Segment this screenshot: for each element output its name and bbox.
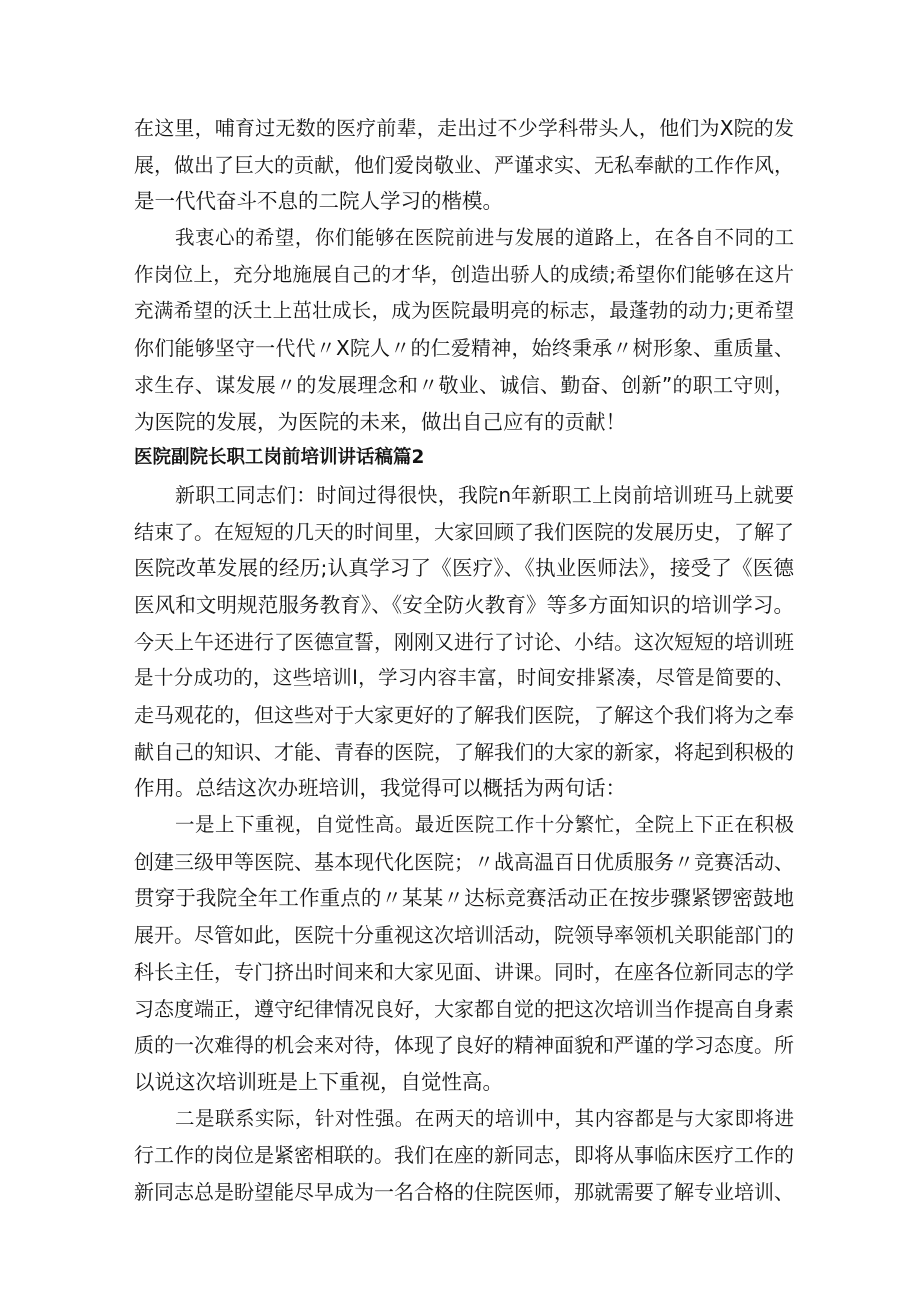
text-line: 行工作的岗位是紧密相联的。我们在座的新同志，即将从事临床医疗工作的 — [134, 1143, 794, 1168]
text-line: 作岗位上，充分地施展自己的才华，创造出骄人的成绩;希望你们能够在这片 — [134, 262, 794, 286]
text-line: 作用。总结这次办班培训，我觉得可以概括为两句话： — [134, 776, 626, 801]
text-line: 二是联系实际，针对性强。在两天的培训中，其内容都是与大家即将进 — [175, 1106, 794, 1130]
text-line: 是一代代奋斗不息的二院人学习的楷模。 — [134, 189, 503, 214]
text-line: 创建三级甲等医院、基本现代化医院；〃战高温百日优质服务〃竞赛活动、 — [134, 849, 794, 874]
paragraph-2 — [134, 220, 794, 440]
text-line: 医院改革发展的经历;认真学习了《医疗》、《执业医师法》，接受了《医德 — [134, 556, 794, 581]
text-line: 你们能够坚守一代代〃X院人〃的仁爱精神，始终秉承〃树形象、重质量、 — [134, 336, 794, 361]
text-line: 我衷心的希望，你们能够在医院前进与发展的道路上，在各自不同的工 — [175, 226, 794, 250]
paragraph-3 — [134, 477, 794, 807]
section-heading: 医院副院长职工岗前培训讲话稿篇2 — [134, 447, 425, 469]
text-line: 充满希望的沃土上茁壮成长，成为医院最明亮的标志，最蓬勃的动力;更希望 — [134, 299, 794, 323]
text-line: 新同志总是盼望能尽早成为一名合格的住院医师，那就需要了解专业培训、 — [134, 1179, 794, 1204]
text-line: 为医院的发展，为医院的未来，做出自己应有的贡献！ — [134, 409, 626, 434]
text-line: 走马观花的，但这些对于大家更好的了解我们医院，了解这个我们将为之奉 — [134, 703, 794, 727]
text-line: 医风和文明规范服务教育》、《安全防火教育》等多方面知识的培训学习。 — [134, 592, 794, 617]
text-line: 展开。尽管如此，医院十分重视这次培训活动，院领导率领机关职能部门的 — [134, 923, 794, 948]
text-line: 在这里，哺育过无数的医疗前辈，走出过不少学科带头人，他们为X院的发 — [134, 116, 794, 140]
text-line: 以说这次培训班是上下重视，自觉性高。 — [134, 1069, 503, 1094]
document-page — [134, 110, 794, 1211]
paragraph-5 — [134, 1101, 794, 1211]
text-line: 今天上午还进行了医德宣誓，刚刚又进行了讨论、小结。这次短短的培训班 — [134, 629, 794, 654]
text-line: 贯穿于我院全年工作重点的〃某某〃达标竞赛活动正在按步骤紧锣密鼓地 — [134, 886, 794, 911]
text-line: 结束了。在短短的几天的时间里，大家回顾了我们医院的发展历史，了解了 — [134, 519, 794, 544]
text-line: 献自己的知识、才能、青春的医院，了解我们的大家的新家，将起到积极的 — [134, 739, 794, 764]
paragraph-1 — [134, 110, 794, 220]
text-line: 展，做出了巨大的贡献，他们爱岗敬业、严谨求实、无私奉献的工作作风， — [134, 152, 794, 177]
text-line: 求生存、谋发展〃的发展理念和〃敬业、诚信、勤奋、创新”的职工守则， — [134, 372, 794, 397]
text-line: 质的一次难得的机会来对待，体现了良好的精神面貌和严谨的学习态度。所 — [134, 1033, 794, 1058]
text-line: 是十分成功的，这些培训I，学习内容丰富，时间安排紧凑，尽管是简要的、 — [134, 666, 794, 690]
paragraph-4 — [134, 807, 794, 1101]
text-line: 科长主任，专门挤出时间来和大家见面、讲课。同时，在座各位新同志的学 — [134, 959, 794, 984]
text-line: 一是上下重视，自觉性高。最近医院工作十分繁忙，全院上下正在积极 — [175, 813, 794, 837]
text-line: 新职工同志们：时间过得很快，我院n年新职工上岗前培训班马上就要 — [175, 482, 794, 507]
text-line: 习态度端正，遵守纪律情况良好，大家都自觉的把这次培训当作提高自身素 — [134, 996, 794, 1021]
